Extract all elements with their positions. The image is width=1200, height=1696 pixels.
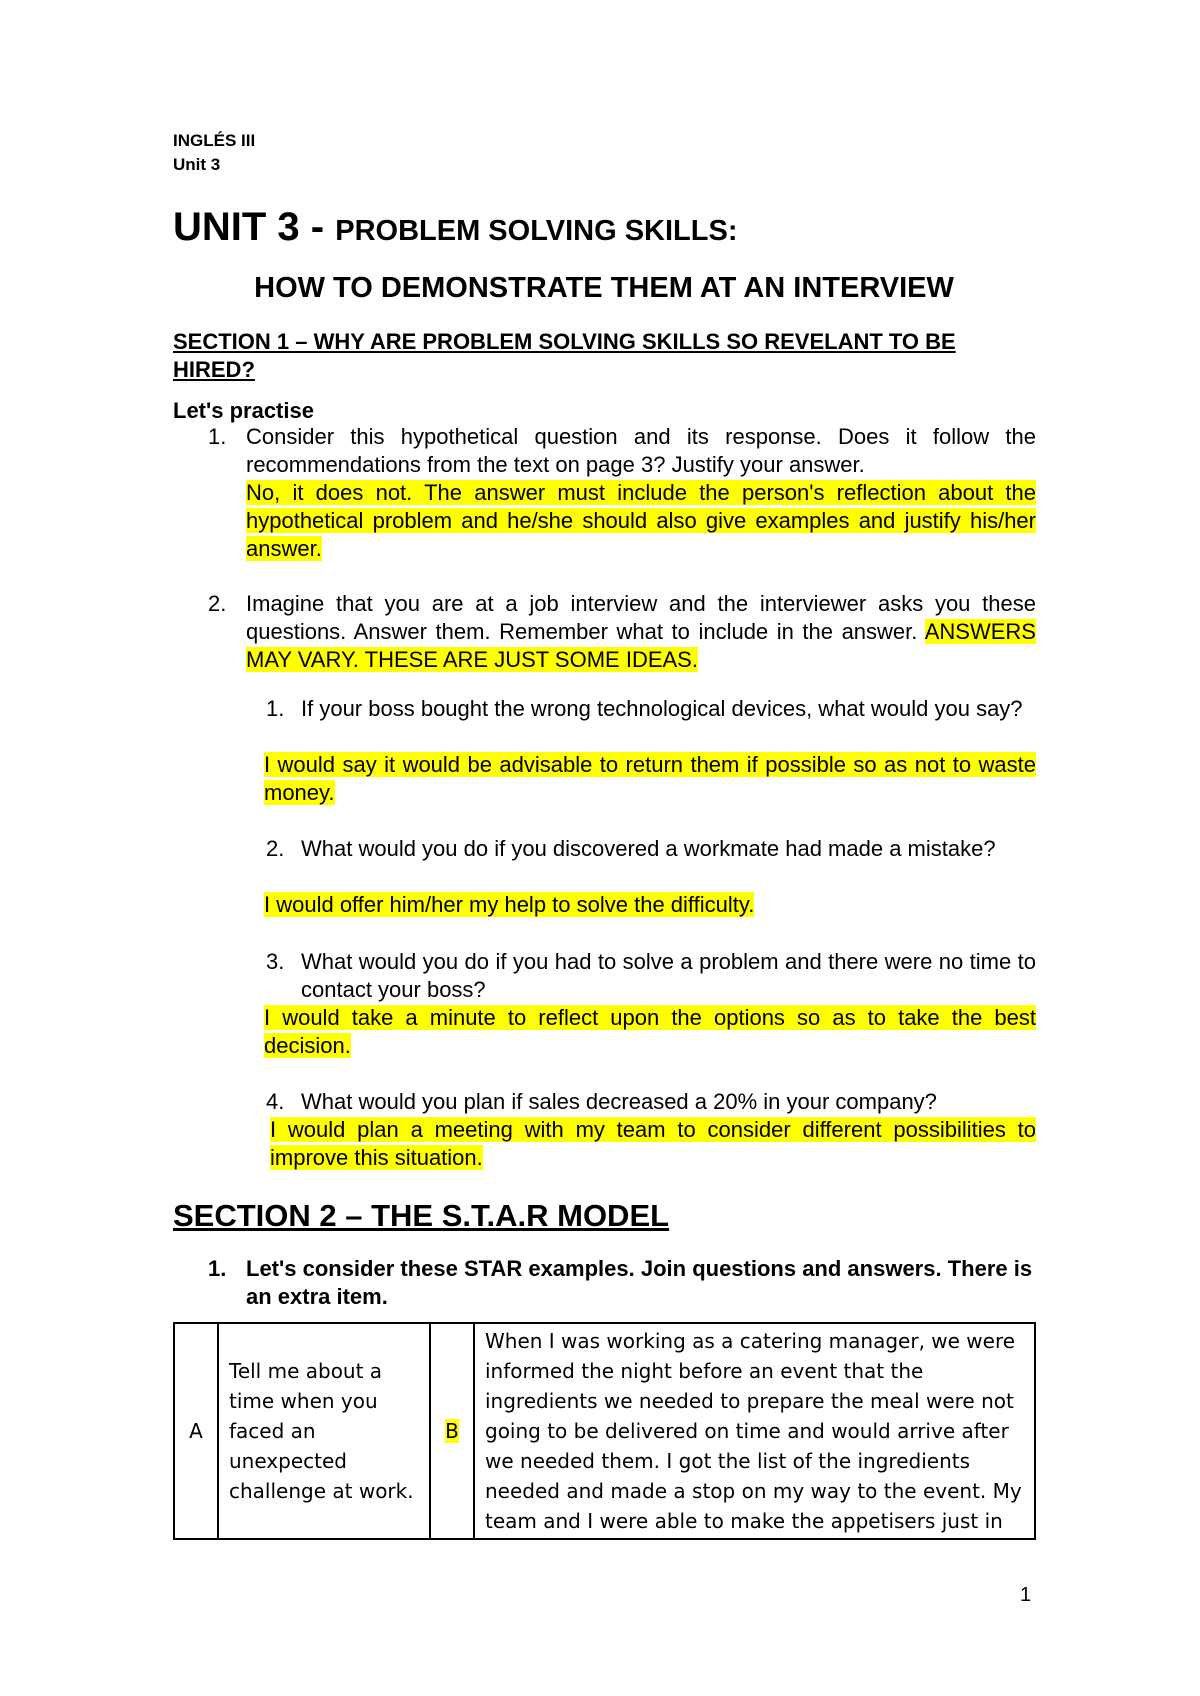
- letter-b-highlight: B: [445, 1419, 459, 1443]
- page-number: 1: [1020, 1584, 1032, 1606]
- title-topic: PROBLEM SOLVING SKILLS:: [335, 215, 738, 247]
- subitem1-answer: I would say it would be advisable to return them if possible so as not to waste money.: [264, 752, 1036, 805]
- table-row: [174, 1323, 1035, 1539]
- subitem2-answer: I would offer him/her my help to solve the difficulty.: [264, 892, 755, 917]
- cell-question: Tell me about a time when you faced an unexpected challenge at work.: [218, 1323, 430, 1539]
- cell-letter-a: A: [174, 1323, 218, 1539]
- subitem3-number: 3.: [266, 949, 285, 974]
- item2-question: Imagine that you are at a job interview and the interviewer asks you these questions. Answer them. Remember what to include in the answer.: [246, 591, 1036, 644]
- page-title: [173, 205, 737, 250]
- item2-block: [246, 590, 1036, 674]
- subitem4-answer: I would plan a meeting with my team to consider different possibilities to improve this situation.: [270, 1117, 1036, 1170]
- subitem1-answer-block: [264, 751, 1036, 807]
- item1-block: [246, 423, 1036, 563]
- section1-heading: SECTION 1 – WHY ARE PROBLEM SOLVING SKILLS SO REVELANT TO BE HIRED?: [173, 329, 956, 382]
- cell-letter-b: [430, 1323, 474, 1539]
- subitem2-question: What would you do if you discovered a workmate had made a mistake?: [301, 836, 996, 861]
- page-subtitle: HOW TO DEMONSTRATE THEM AT AN INTERVIEW: [254, 272, 954, 304]
- subitem4-number: 4.: [266, 1089, 285, 1114]
- item2-number: 2.: [208, 591, 227, 616]
- subitem2-answer-block: [264, 891, 1036, 919]
- lets-practise-label: Let's practise: [173, 398, 314, 423]
- item2-note: ANSWERS MAY VARY. THESE ARE JUST SOME IDEAS.: [246, 619, 1036, 672]
- cell-answer: When I was working as a catering manager, we were informed the night before an event that the ingredients we needed to prepare the meal were not going to be delivered on time and would arrive after we needed them. I got the list of the ingredients needed and made a stop on my way to the event. My team and I were able to make the appetisers just in: [474, 1323, 1035, 1539]
- subitem3-question: What would you do if you had to solve a problem and there were no time to contact your boss?: [301, 949, 1036, 1002]
- title-unit: UNIT 3 -: [173, 205, 336, 249]
- subitem1-question: If your boss bought the wrong technological devices, what would you say?: [301, 696, 1023, 721]
- subitem3-answer-block: [264, 1004, 1036, 1060]
- subitem2-number: 2.: [266, 836, 285, 861]
- section2-heading: SECTION 2 – THE S.T.A.R MODEL: [173, 1198, 670, 1233]
- section2-task: Let's consider these STAR examples. Join questions and answers. There is an extra item.: [246, 1256, 1033, 1309]
- item1-number: 1.: [208, 424, 227, 449]
- star-table: [173, 1322, 1036, 1540]
- item1-question: Consider this hypothetical question and its response. Does it follow the recommendations from the text on page 3? Justify your answer.: [246, 424, 1036, 477]
- section2-task-number: 1.: [208, 1256, 227, 1281]
- subitem3-answer: I would take a minute to reflect upon the options so as to take the best decision.: [264, 1005, 1036, 1058]
- item1-answer: No, it does not. The answer must include the person's reflection about the hypothetical problem and he/she should also give examples and justify his/her answer.: [246, 480, 1036, 561]
- course-label: INGLÉS III: [173, 131, 256, 150]
- subitem4-question: What would you plan if sales decreased a 20% in your company?: [301, 1089, 937, 1114]
- subitem1-number: 1.: [266, 696, 285, 721]
- subitem4-answer-block: [270, 1116, 1036, 1172]
- unit-label: Unit 3: [173, 155, 221, 174]
